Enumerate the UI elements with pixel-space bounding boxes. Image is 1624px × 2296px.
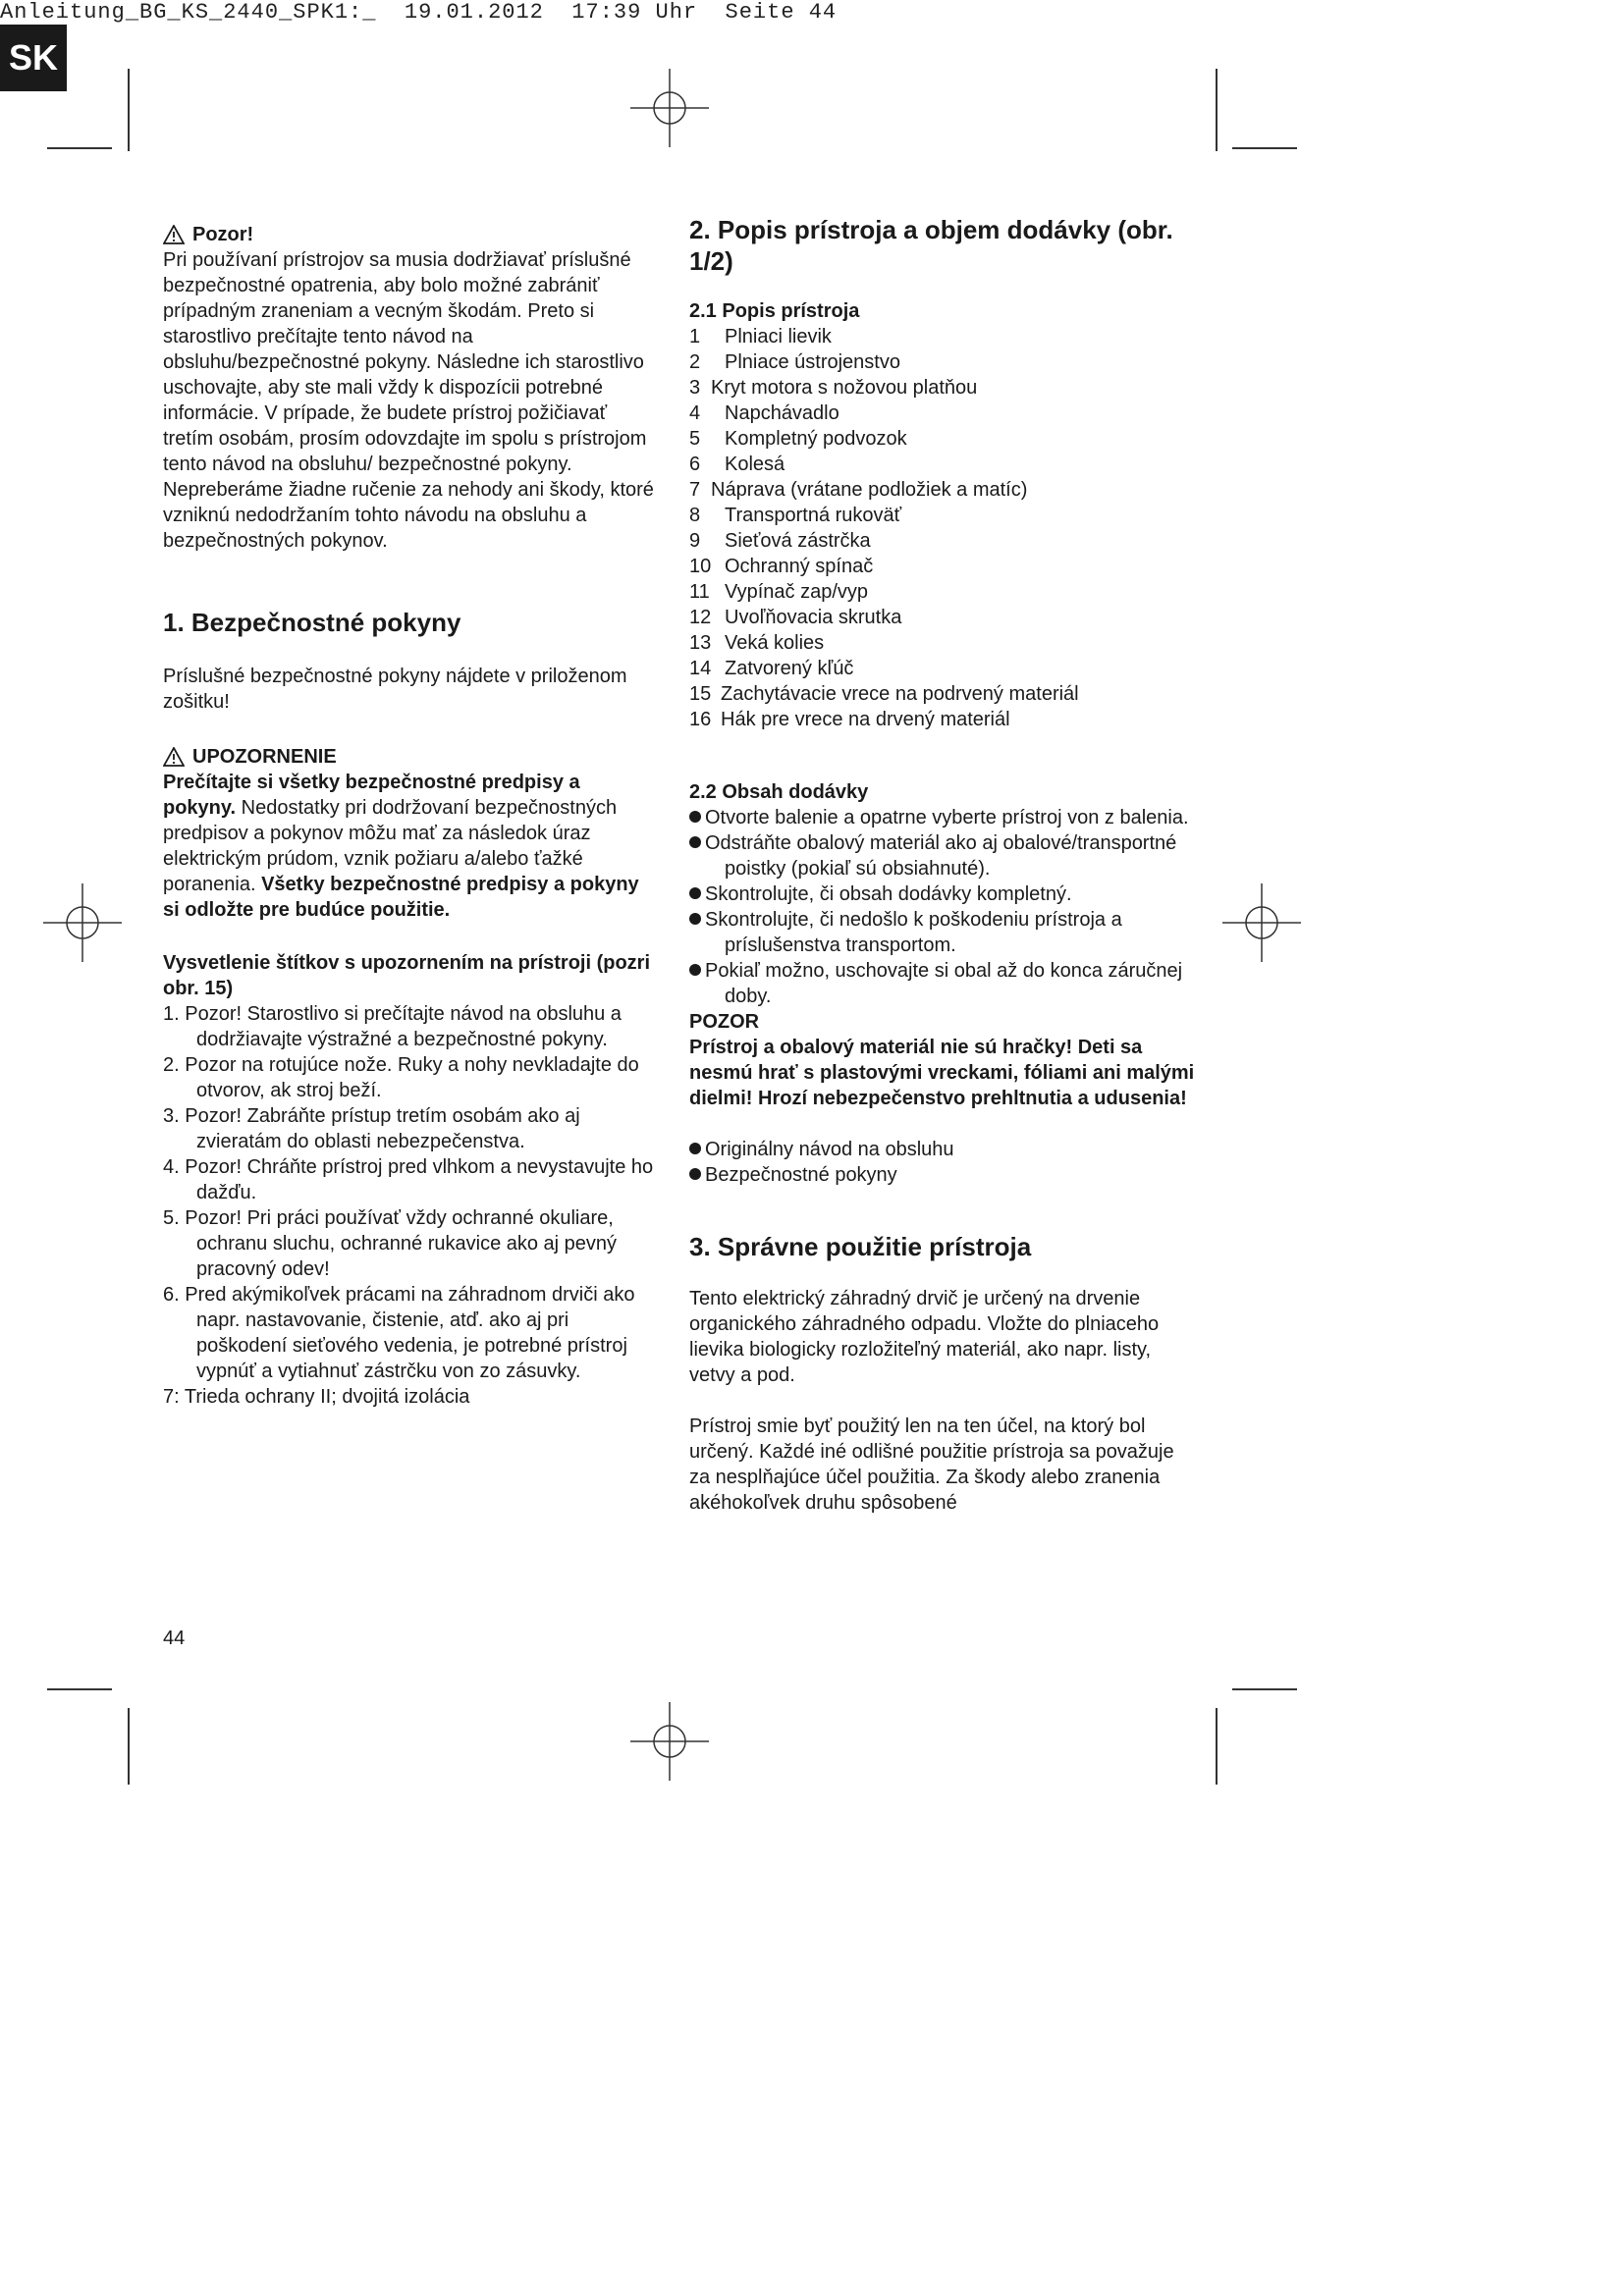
upozornenie-bold-end: Všetky bezpečnostné predpisy a pokyny si odložte pre budúce použitie. <box>163 874 639 921</box>
crop-mark <box>128 1708 130 1785</box>
section-2-title: 2. Popis prístroja a objem dodávky (obr. 1/2) <box>689 215 1173 276</box>
list-item: 2. Pozor na rotujúce nože. Ruky a nohy nevkladajte do otvorov, ak stroj beží. <box>163 1054 639 1101</box>
list-item: Originálny návod na obsluhu <box>689 1137 1200 1162</box>
crop-mark <box>1216 1708 1218 1785</box>
print-slug: Anleitung_BG_KS_2440_SPK1:_ 19.01.2012 17:39 Uhr Seite 44 <box>0 0 838 25</box>
list-item: 1. Pozor! Starostlivo si prečítajte návod na obsluhu a dodržiavajte výstražné a bezpečnostné pokyny. <box>163 1003 622 1050</box>
language-badge: SK <box>0 25 67 91</box>
warning-triangle-icon <box>163 747 185 767</box>
bullet-icon <box>689 887 701 899</box>
pozor-heading <box>163 222 654 247</box>
section-3-paragraph-2: Prístroj smie byť použitý len na ten účel, na ktorý bol určený. Každé iné odlišné použitie prístroja sa považuje za nesplňajúce účel použitia. Za škody alebo zranenia akéhokoľvek druhu spôsobené <box>689 1415 1174 1514</box>
list-item: 9 Sieťová zástrčka <box>689 530 871 552</box>
list-item: 4 Napchávadlo <box>689 402 839 424</box>
pozor-warning: Prístroj a obalový materiál nie sú hračky! Deti sa nesmú hrať s plastovými vreckami, fóliami ani malými dielmi! Hrozí nebezpečenstvo prehltnutia a udusenia! <box>689 1037 1195 1109</box>
bullet-icon <box>689 811 701 823</box>
bullet-icon <box>689 1168 701 1180</box>
list-item: 4. Pozor! Chráňte prístroj pred vlhkom a nevystavujte ho dažďu. <box>163 1156 654 1203</box>
list-item: 10 Ochranný spínač <box>689 556 874 577</box>
section-3-paragraph-1: Tento elektrický záhradný drvič je určený na drvenie organického záhradného odpadu. Vložte do plniaceho lievika biologicky rozložiteľný materiál, ako napr. listy, vetvy a pod. <box>689 1288 1160 1386</box>
pozor-title: Pozor! <box>192 224 254 245</box>
list-item: 15 Zachytávacie vrece na podrvený materiál <box>689 683 1079 705</box>
delivery-list <box>689 805 1200 1009</box>
list-item: 3. Pozor! Zabráňte prístup tretím osobám ako aj zvieratám do oblasti nebezpečenstva. <box>163 1105 580 1152</box>
list-item: 6 Kolesá <box>689 454 785 475</box>
list-item: 12 Uvoľňovacia skrutka <box>689 607 902 628</box>
section-3-title: 3. Správne použitie prístroja <box>689 1232 1032 1261</box>
warning-triangle-icon <box>163 225 185 244</box>
labels-list <box>163 1001 654 1410</box>
list-item: 5. Pozor! Pri práci používať vždy ochranné okuliare, ochranu sluchu, ochranné rukavice ako aj pevný pracovný odev! <box>163 1207 618 1280</box>
list-item: 6. Pred akýmikoľvek prácami na záhradnom drviči ako napr. nastavovanie, čistenie, atď. ako aj pri poškodení sieťového vedenia, je potrebné prístroj vypnúť a vytiahnuť zástrčku von zo zásuvky. <box>163 1284 635 1382</box>
registration-mark-icon <box>43 883 122 962</box>
list-item: Odstráňte obalový materiál ako aj obalové/transportné poistky (pokiaľ sú obsiahnuté). <box>689 830 1200 881</box>
labels-title: Vysvetlenie štítkov s upozornením na prístroji (pozri obr. 15) <box>163 952 651 999</box>
page-number: 44 <box>163 1628 186 1649</box>
crop-mark <box>1232 147 1297 149</box>
crop-mark <box>128 69 130 151</box>
list-item: Pokiaľ možno, uschovajte si obal až do konca záručnej doby. <box>689 958 1200 1009</box>
section-1-title: 1. Bezpečnostné pokyny <box>163 608 461 637</box>
bullet-icon <box>689 836 701 848</box>
registration-mark-icon <box>630 69 709 147</box>
list-item: Bezpečnostné pokyny <box>689 1162 1200 1188</box>
section-2-1-title: 2.1 Popis prístroja <box>689 300 860 322</box>
list-item: 5 Kompletný podvozok <box>689 428 907 450</box>
upozornenie-title: UPOZORNENIE <box>192 746 337 768</box>
upozornenie-text <box>163 770 654 923</box>
list-item: 14 Zatvorený kľúč <box>689 658 854 679</box>
left-column <box>163 222 654 1410</box>
list-item: 8 Transportná rukoväť <box>689 505 902 526</box>
crop-mark <box>1232 1688 1297 1690</box>
registration-mark-icon <box>630 1702 709 1781</box>
crop-mark <box>47 147 112 149</box>
upozornenie-heading <box>163 744 654 770</box>
list-item: Skontrolujte, či obsah dodávky kompletný. <box>689 881 1200 907</box>
bullet-icon <box>689 964 701 976</box>
pozor-text: Pri používaní prístrojov sa musia dodržiavať príslušné bezpečnostné opatrenia, aby bolo možné zabrániť prípadným zraneniam a vecným škodám. Preto si starostlivo prečítajte tento návod na obsluhu/bezpečnostné pokyny. Následne ich starostlivo uschovajte, aby ste mali vždy k dispozícii potrebné informácie. V prípade, že budete prístroj požičiavať tretím osobám, prosím odovzdajte im spolu s prístrojom tento návod na obsluhu/ bezpečnostné pokyny. Nepreberáme žiadne ručenie za nehody ani škody, ktoré vzniknú nedodržaním tohto návodu na obsluhu a bezpečnostných pokynov. <box>163 249 654 552</box>
list-item: 3 Kryt motora s nožovou platňou <box>689 377 978 399</box>
bullet-icon <box>689 1143 701 1154</box>
bullet-icon <box>689 913 701 925</box>
list-item: 11 Vypínač zap/vyp <box>689 581 869 603</box>
registration-mark-icon <box>1222 883 1301 962</box>
list-item: Otvorte balenie a opatrne vyberte prístroj von z balenia. <box>689 805 1200 830</box>
crop-mark <box>1216 69 1218 151</box>
parts-list <box>689 324 1200 732</box>
crop-mark <box>47 1688 112 1690</box>
section-1-text: Príslušné bezpečnostné pokyny nájdete v priloženom zošitku! <box>163 666 627 713</box>
list-item: 16 Hák pre vrece na drvený materiál <box>689 709 1010 730</box>
upozornenie-body: Nedostatky pri dodržovaní bezpečnostných predpisov a pokynov môžu mať za následok úraz elektrickým prúdom, vznik požiaru a/alebo ťažké poranenia. <box>163 797 618 895</box>
pozor-label: POZOR <box>689 1011 760 1033</box>
upozornenie-bold-lead: Prečítajte si všetky bezpečnostné predpisy a pokyny. <box>163 772 580 819</box>
list-item: 13 Veká kolies <box>689 632 825 654</box>
section-2-2-title: 2.2 Obsah dodávky <box>689 781 869 803</box>
right-column <box>689 214 1200 1516</box>
list-item: Skontrolujte, či nedošlo k poškodeniu prístroja a príslušenstva transportom. <box>689 907 1200 958</box>
list-item: 1 Plniaci lievik <box>689 326 832 347</box>
docs-list <box>689 1137 1200 1188</box>
list-item: 7 Náprava (vrátane podložiek a matíc) <box>689 479 1028 501</box>
list-item: 7: Trieda ochrany II; dvojitá izolácia <box>163 1386 470 1408</box>
list-item: 2 Plniace ústrojenstvo <box>689 351 900 373</box>
